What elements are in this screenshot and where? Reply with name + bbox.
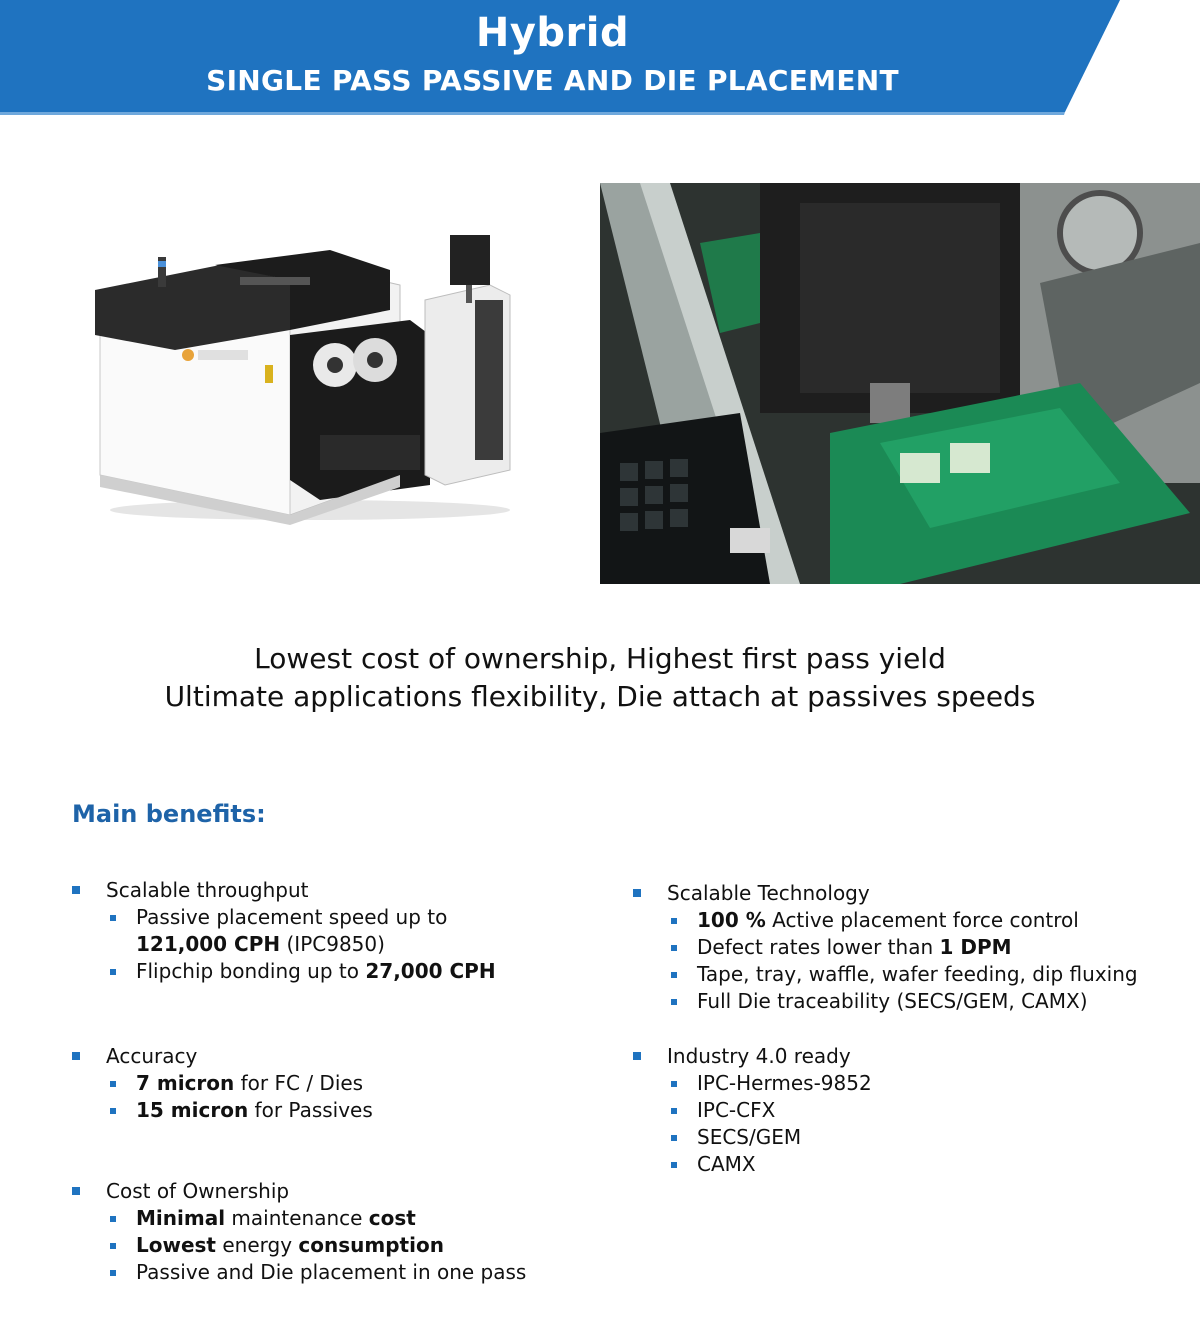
bullet-icon: [671, 945, 677, 951]
benefit-head: [72, 877, 496, 904]
tagline-line-1: Lowest cost of ownership, Highest first pass yield: [254, 642, 946, 675]
bullet-icon: [110, 969, 116, 975]
benefit-title: Accuracy: [106, 1044, 198, 1068]
bullet-icon: [72, 886, 80, 894]
benefit-item: Passive placement speed up to: [72, 904, 496, 931]
bullet-icon: [671, 999, 677, 1005]
benefit-item-continued: 121,000 CPH (IPC9850): [136, 932, 385, 956]
bullet-icon: [110, 1081, 116, 1087]
benefit-item: 100 % Active placement force control: [633, 907, 1138, 934]
machine-photo: [80, 225, 520, 525]
bullet-icon: [72, 1052, 80, 1060]
bullet-icon: [671, 1135, 677, 1141]
benefit-group-technology: [633, 880, 1138, 1015]
benefit-item: Lowest energy consumption: [72, 1232, 526, 1259]
main-benefits-heading: Main benefits:: [72, 800, 266, 828]
bullet-icon: [671, 1108, 677, 1114]
benefit-item: Defect rates lower than 1 DPM: [633, 934, 1138, 961]
benefit-item: Tape, tray, waffle, wafer feeding, dip fluxing: [633, 961, 1138, 988]
tagline-line-2: Ultimate applications flexibility, Die attach at passives speeds: [164, 680, 1036, 713]
benefit-item: 15 micron for Passives: [72, 1097, 373, 1124]
benefit-item: IPC-Hermes-9852: [633, 1070, 872, 1097]
bullet-icon: [671, 972, 677, 978]
benefit-head: [633, 1043, 872, 1070]
benefit-title: Industry 4.0 ready: [667, 1044, 851, 1068]
closeup-photo: [600, 183, 1200, 584]
benefit-head: [72, 1043, 373, 1070]
benefit-title: Scalable throughput: [106, 878, 309, 902]
benefit-item: Full Die traceability (SECS/GEM, CAMX): [633, 988, 1138, 1015]
benefit-title: Cost of Ownership: [106, 1179, 290, 1203]
benefit-title: Scalable Technology: [667, 881, 870, 905]
benefit-group-industry: [633, 1043, 872, 1178]
bullet-icon: [110, 1243, 116, 1249]
bullet-icon: [671, 1081, 677, 1087]
bullet-icon: [671, 1162, 677, 1168]
bullet-icon: [671, 918, 677, 924]
header-banner: [0, 0, 1200, 116]
bullet-icon: [110, 1108, 116, 1114]
page-title: Hybrid: [475, 10, 630, 56]
benefit-head: [72, 1178, 526, 1205]
benefit-group-accuracy: [72, 1043, 373, 1124]
benefit-item: 7 micron for FC / Dies: [72, 1070, 373, 1097]
benefit-item: IPC-CFX: [633, 1097, 872, 1124]
benefit-group-cost: [72, 1178, 526, 1286]
bullet-icon: [110, 1270, 116, 1276]
bullet-icon: [110, 1216, 116, 1222]
tagline: [0, 640, 1200, 716]
bullet-icon: [633, 889, 641, 897]
benefit-item: CAMX: [633, 1151, 872, 1178]
bullet-icon: [110, 915, 116, 921]
page-subtitle: SINGLE PASS PASSIVE AND DIE PLACEMENT: [206, 64, 899, 97]
bullet-icon: [633, 1052, 641, 1060]
benefit-item: Minimal maintenance cost: [72, 1205, 526, 1232]
benefit-item: Flipchip bonding up to 27,000 CPH: [72, 958, 496, 985]
benefit-item: SECS/GEM: [633, 1124, 872, 1151]
benefit-group-throughput: [72, 877, 496, 985]
bullet-icon: [72, 1187, 80, 1195]
benefit-head: [633, 880, 1138, 907]
benefit-item: Passive and Die placement in one pass: [72, 1259, 526, 1286]
